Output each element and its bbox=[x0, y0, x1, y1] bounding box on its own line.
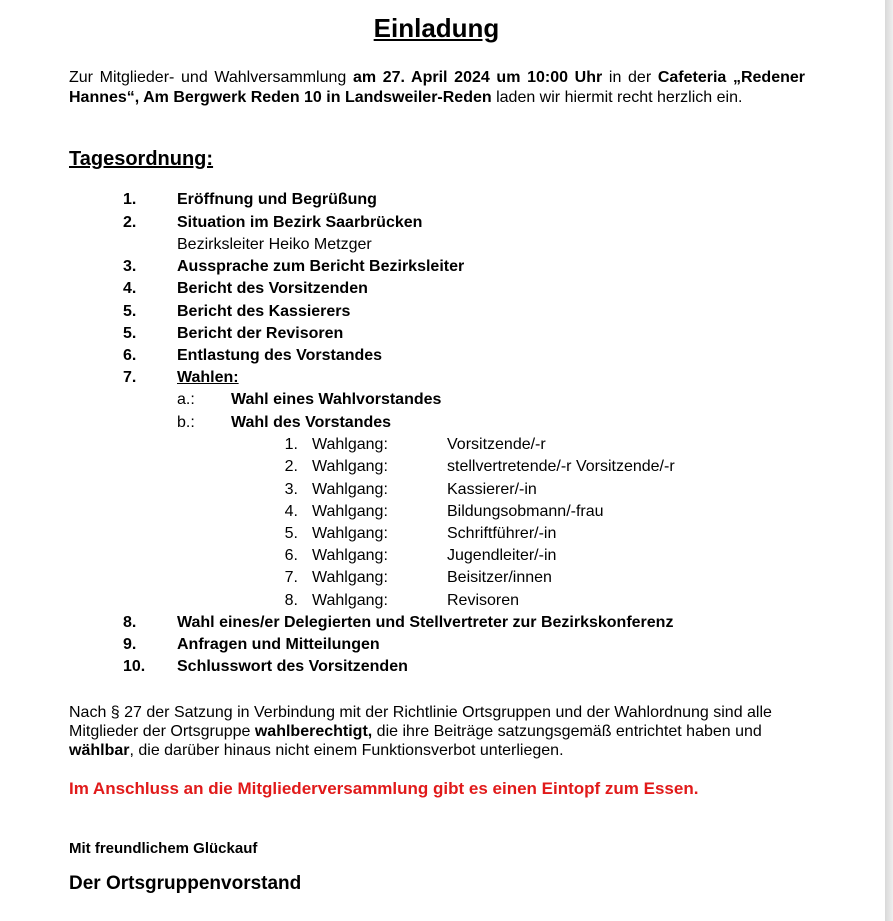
agenda-heading: Tagesordnung: bbox=[69, 148, 214, 170]
agenda-item-number: 7. bbox=[123, 369, 137, 386]
notice-text-1: Nach § 27 der Satzung in Verbindung mit der Richtlinie Ortsgruppen und der Wahlordnung sind alle Mitglieder der Ortsgruppe bbox=[69, 704, 772, 740]
agenda-item-text: Wahlen: bbox=[177, 369, 239, 386]
intro-text-1: Zur Mitglieder- und Wahlversammlung bbox=[69, 69, 353, 86]
subitem-label: a.: bbox=[177, 391, 195, 408]
agenda-item-text: Situation im Bezirk Saarbrücken bbox=[177, 214, 423, 231]
agenda-item-number: 5. bbox=[123, 303, 137, 320]
round-label: Wahlgang: bbox=[312, 569, 388, 586]
round-number: 4. bbox=[284, 503, 298, 520]
intro-text-2: in der bbox=[602, 69, 658, 86]
speaker-note: Bezirksleiter Heiko Metzger bbox=[177, 236, 372, 253]
round-label: Wahlgang: bbox=[312, 592, 388, 609]
agenda-item-text: Anfragen und Mitteilungen bbox=[177, 636, 380, 653]
agenda-item-text: Bericht des Vorsitzenden bbox=[177, 280, 368, 297]
round-label: Wahlgang: bbox=[312, 525, 388, 542]
subitem-text: Wahl des Vorstandes bbox=[231, 414, 392, 431]
round-number: 6. bbox=[284, 547, 298, 564]
subitem-label: b.: bbox=[177, 414, 195, 431]
agenda-item-number: 10. bbox=[123, 658, 146, 675]
round-position: Vorsitzende/-r bbox=[447, 436, 546, 453]
round-label: Wahlgang: bbox=[312, 547, 388, 564]
subitem-text: Wahl eines Wahlvorstandes bbox=[231, 391, 442, 408]
agenda-item-number: 3. bbox=[123, 258, 137, 275]
agenda-item-text: Bericht des Kassierers bbox=[177, 303, 351, 320]
round-position: Bildungsobmann/-frau bbox=[447, 503, 604, 520]
round-number: 2. bbox=[284, 458, 298, 475]
notice-bold-1: wahlberechtigt, bbox=[254, 723, 373, 740]
intro-date: am 27. April 2024 um 10:00 Uhr bbox=[352, 69, 603, 86]
agenda-item-number: 6. bbox=[123, 347, 137, 364]
round-label: Wahlgang: bbox=[312, 458, 388, 475]
round-number: 5. bbox=[284, 525, 298, 542]
round-position: Schriftführer/-in bbox=[447, 525, 557, 542]
round-label: Wahlgang: bbox=[312, 503, 388, 520]
agenda-item-text: Bericht der Revisoren bbox=[177, 325, 344, 342]
agenda-item-number: 1. bbox=[123, 191, 137, 208]
agenda-item-text: Schlusswort des Vorsitzenden bbox=[177, 658, 408, 675]
agenda-item-number: 4. bbox=[123, 280, 137, 297]
round-position: stellvertretende/-r Vorsitzende/-r bbox=[447, 458, 675, 475]
agenda-item-text: Entlastung des Vorstandes bbox=[177, 347, 383, 364]
highlight-notice: Im Anschluss an die Mitgliederversammlung gibt es einen Eintopf zum Essen. bbox=[69, 779, 699, 798]
round-number: 7. bbox=[284, 569, 298, 586]
agenda-item-number: 2. bbox=[123, 214, 137, 231]
page-edge-shadow bbox=[885, 0, 893, 921]
notice-text-3: , die darüber hinaus nicht einem Funktionsverbot unterliegen. bbox=[129, 742, 564, 759]
round-label: Wahlgang: bbox=[312, 436, 388, 453]
eligibility-paragraph bbox=[69, 703, 810, 760]
intro-text-3: laden wir hiermit recht herzlich ein. bbox=[491, 89, 743, 106]
round-number: 8. bbox=[284, 592, 298, 609]
signature: Der Ortsgruppenvorstand bbox=[69, 873, 302, 894]
intro-location: Cafeteria „Redener Hannes“, Am Bergwerk Reden 10 in Landsweiler-Reden bbox=[69, 69, 805, 106]
document-title: Einladung bbox=[373, 13, 500, 43]
intro-paragraph bbox=[69, 68, 805, 108]
round-label: Wahlgang: bbox=[312, 481, 388, 498]
round-position: Kassierer/-in bbox=[447, 481, 537, 498]
agenda-item-text: Aussprache zum Bericht Bezirksleiter bbox=[177, 258, 465, 275]
agenda-item-text: Eröffnung und Begrüßung bbox=[177, 191, 377, 208]
agenda-item-number: 8. bbox=[123, 614, 137, 631]
notice-bold-2: wählbar bbox=[69, 742, 130, 759]
agenda-item-text: Wahl eines/er Delegierten und Stellvertreter zur Bezirkskonferenz bbox=[177, 614, 674, 631]
round-position: Beisitzer/innen bbox=[447, 569, 552, 586]
round-number: 1. bbox=[284, 436, 298, 453]
notice-text-2: die ihre Beiträge satzungsgemäß entrichtet haben und bbox=[372, 723, 762, 740]
agenda-item-number: 5. bbox=[123, 325, 137, 342]
round-position: Jugendleiter/-in bbox=[447, 547, 557, 564]
agenda-item-number: 9. bbox=[123, 636, 137, 653]
round-number: 3. bbox=[284, 481, 298, 498]
closing-greeting: Mit freundlichem Glückauf bbox=[69, 840, 258, 857]
round-position: Revisoren bbox=[447, 592, 520, 609]
